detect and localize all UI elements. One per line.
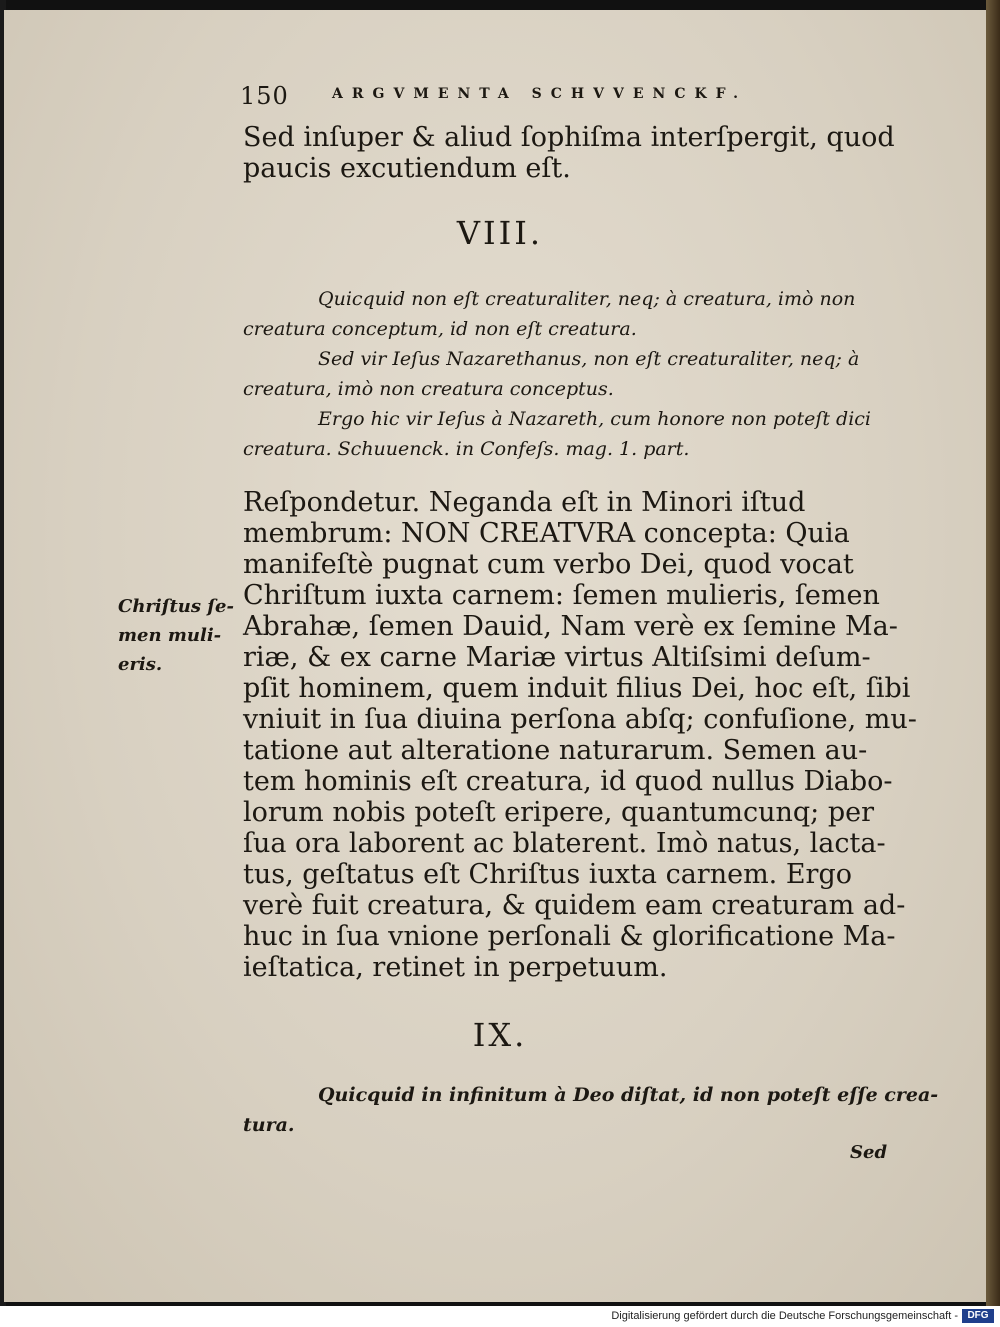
syllogism-viii bbox=[243, 284, 893, 464]
response-line: Chriſtum iuxta carnem: ſemen mulieris, ſemen bbox=[243, 580, 880, 611]
margin-note-line: men muli- bbox=[118, 625, 222, 646]
response-line: ſua ora laborent ac blaterent. Imò natus, lacta- bbox=[243, 828, 886, 859]
response-paragraph bbox=[243, 487, 917, 983]
response-line: membrum: NON CREATVRA concepta: Quia bbox=[243, 518, 850, 549]
response-line: lorum nobis poteſt eripere, quantumcunq; per bbox=[243, 797, 875, 828]
margin-note-line: Chriſtus ſe- bbox=[118, 596, 234, 617]
response-line: vniuit in ſua diuina perſona abſq; confuſione, mu- bbox=[243, 704, 917, 735]
syllogism-conclusion: Ergo hic vir Ieſus à Nazareth, cum honore non poteſt dici creatura. Schuuenck. in Confeſs. mag. 1. part. bbox=[243, 408, 872, 460]
response-line: Reſpondetur. Neganda eſt in Minori iſtud bbox=[243, 487, 806, 518]
response-line: pſit hominem, quem induit filius Dei, hoc eſt, ſibi bbox=[243, 673, 911, 704]
response-line: verè fuit creatura, & quidem eam creaturam ad- bbox=[243, 890, 906, 921]
response-line: tem hominis eſt creatura, id quod nullus Diabo- bbox=[243, 766, 893, 797]
response-line: tatione aut alteratione naturarum. Semen au- bbox=[243, 735, 868, 766]
intro-paragraph bbox=[243, 122, 893, 184]
syllogism-ix bbox=[243, 1080, 939, 1140]
syllogism-ix-line: tura. bbox=[243, 1114, 295, 1136]
syllogism-minor: Sed vir Ieſus Nazarethanus, non eſt creaturaliter, neq; à creatura, imò non creatura conceptus. bbox=[243, 348, 860, 400]
book-spine-edge bbox=[986, 0, 1000, 1306]
response-line: tus, geſtatus eſt Chriſtus iuxta carnem. Ergo bbox=[243, 859, 853, 890]
page-number: 150 bbox=[240, 82, 289, 110]
intro-line: paucis excutiendum eſt. bbox=[243, 153, 571, 184]
section-heading-viii: VIII. bbox=[456, 214, 544, 252]
intro-line: Sed inſuper & aliud ſophiſma interſpergit, quod bbox=[243, 122, 895, 153]
footer-bar bbox=[0, 1307, 1000, 1327]
response-line: Abrahæ, ſemen Dauid, Nam verè ex ſemine Ma- bbox=[243, 611, 898, 642]
margin-note-line: eris. bbox=[118, 654, 163, 675]
response-line: huc in ſua vnione perſonali & glorificatione Ma- bbox=[243, 921, 896, 952]
dfg-logo: DFG bbox=[962, 1309, 994, 1323]
response-line: manifeſtè pugnat cum verbo Dei, quod vocat bbox=[243, 549, 854, 580]
margin-note bbox=[118, 592, 238, 679]
response-line: ieſtatica, retinet in perpetuum. bbox=[243, 952, 668, 983]
section-heading-ix: IX. bbox=[472, 1016, 528, 1054]
catchword: Sed bbox=[850, 1142, 888, 1163]
response-line: riæ, & ex carne Mariæ virtus Altiſsimi deſum- bbox=[243, 642, 871, 673]
page-header bbox=[240, 82, 840, 112]
syllogism-major: Quicquid non eſt creaturaliter, neq; à creatura, imò non creatura conceptum, id non eſt creatura. bbox=[243, 288, 856, 340]
running-title: ARGVMENTA SCHVVENCKF. bbox=[332, 86, 748, 102]
funding-notice: Digitalisierung gefördert durch die Deutsche Forschungsgemeinschaft - bbox=[611, 1310, 958, 1322]
syllogism-ix-line: Quicquid in infinitum à Deo diſtat, id non poteſt eſſe crea- bbox=[318, 1084, 939, 1106]
